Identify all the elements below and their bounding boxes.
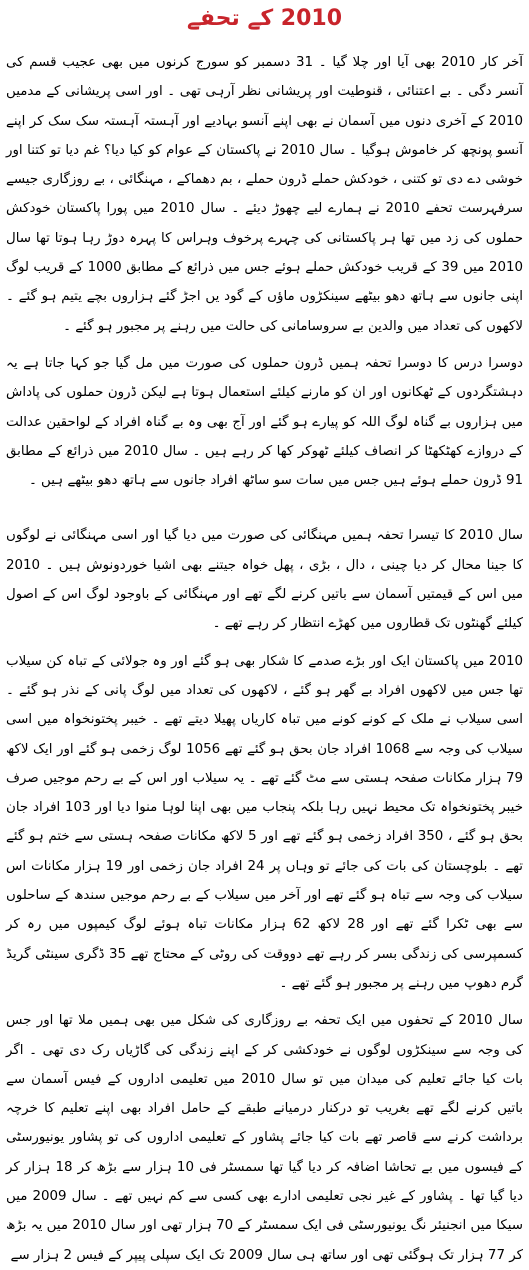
paragraph-spacer xyxy=(6,341,523,349)
paragraph-spacer xyxy=(6,998,523,1006)
paragraph-drone-attacks: دوسرا درس کا دوسرا تحفہ ہمیں ڈرون حملوں کی صورت میں مل گیا جو کہا جاتا ہے یہ دہشتگردوں کے ٹھکانوں اور ان کو مارنے کیلئے استعمال ہوتا ہے لیکن ڈرون حملوں کی پاداش میں ہزاروں بے گناہ لوگ اللہ کو پیارے ہو گئے اور آج بھی وہ بے گناہ افراد کے لواحقین عدالت کے دروازے کھٹکھٹا کر انصاف کیلئے ٹھوکر کھا کر رہے ہیں ۔ سال 2010 میں ذرائع کے مطابق 91 ڈرون حملے ہوئے ہیں جس میں سات سو ساٹھ افراد جانوں سے ہاتھ دھو بیٹھے ہیں ۔ xyxy=(6,355,523,489)
paragraph-inflation: سال 2010 کا تیسرا تحفہ ہمیں مہنگائی کی صورت میں دیا گیا اور اسی مہنگائی نے لوگوں کا جینا محال کر دیا چینی ، دال ، بڑی ، پھل خواہ جیتنے بھی اشیا خوردونوش ہیں ۔ 2010 میں اس کے قیمتیں آسمان سے باتیں کرنے لگے تھے اور مہنگائی کے باوجود لوگ اس کے اصول کیلئے گھنٹوں تک قطاروں میں کھڑے انتظار کر رہے تھے ۔ xyxy=(6,528,523,632)
paragraph-intro: آخر کار 2010 بھی آیا اور چلا گیا ۔ 31 دسمبر کو سورج کرنوں میں بھی عجیب قسم کی آنسر دگی ۔ بے اعتنائی ، قنوطیت اور پریشانی نظر آرہی تھی ۔ اور اسی پریشانی کے مدمیں 2010 کے آخری دنوں میں آسمان نے بھی اپنے آنسو بہادیے اور آہستہ آہستہ سک سک کر اپنے آنسو پونچھ کر خاموش ہوگیا ۔ سال 2010 نے پاکستان کے عوام کو کیا دیا؟ غم دیا تو کتنا اور خوشی دے دی تو کتنی ، خودکش حملے ڈرون حملے ، بم دھماکے ، مہنگائی ، بے روزگاری جیسے سرفہرست تحفے 2010 نے ہمارے لیے چھوڑ دیئے ۔ سال 2010 میں پورا پاکستان خودکش حملوں کی زد میں تھا ہر پاکستانی کی چہرے پرخوف وہراس کا پہرہ دوڑ رہا ہوتا تھا سال 2010 میں 39 کے قریب خودکش حملے ہوئے جس میں ذرائع کے مطابق 1000 کے قریب لوگ اپنی جانوں سے ہاتھ دھو بیٹھے سینکڑوں ماؤں کے گود یں اجڑ گئے ہزاروں بچے یتیم ہو گئے ۔ لاکھوں کی تعداد میں والدین بے سروسامانی کی حالت میں رہنے پر مجبور ہو گئے ۔ xyxy=(6,55,524,334)
paragraph-spacer xyxy=(6,639,523,647)
paragraph-floods: 2010 میں پاکستان ایک اور بڑے صدمے کا شکار بھی ہو گئے اور وہ جولائی کے تباہ کن سیلاب تھا جس میں لاکھوں افراد بے گھر ہو گئے ، لاکھوں کی تعداد میں لوگ پانی کے نذر ہو گئے ۔ اسی سیلاب نے ملک کے کونے کونے میں تباہ کاریاں پھیلا دیتے تھے ۔ خیبر پختونخواہ میں اسی سیلاب کی وجہ سے 1068 افراد جان بحق ہو گئے تھے 1056 لوگ زخمی ہو گئے اور ایک لاکھ 79 ہزار مکانات صفحہ ہستی سے مٹ گئے تھے ۔ یہ سیلاب اور اس کے بے رحم موجیں صرف خیبر پختونخواہ تک محیط نہیں رہا بلکہ پنجاب میں بھی اپنا لوہا منوا دیا اور 103 افراد جان بحق ہو گئے ، 350 افراد زخمی ہو گئے تھے اور 5 لاکھ مکانات صفحہ ہستی سے ختم ہو گئے تھے ۔ بلوچستان کی بات کی جائے تو وہاں پر 24 افراد جان زخمی اور 19 ہزار مکانات اس سیلاب کی وجہ سے تباہ ہو گئے تھے اور آخر میں سیلاب کے بے رحم موجیں سندھ کے ساحلوں سے بھی ٹکرا گئے تھے اور 28 لاکھ 62 ہزار مکانات تباہ ہوئے لوگ کیمپوں میں رہ کر کسمپرسی کی زندگی بسر کر رہے تھے دووقت کی روٹی کے محتاج تھے 35 ڈگری سینٹی گریڈ گرم دھوپ میں رہنے پر مجبور ہو گئے تھے ۔ xyxy=(6,653,523,991)
paragraph-unemployment-education: سال 2010 کے تحفوں میں ایک تحفہ بے روزگاری کی شکل میں بھی ہمیں ملا تھا اور جس کی وجہ سے سینکڑوں لوگوں نے خودکشی کر کے اپنے زندگی کی گاڑیاں رک دی تھی ۔ اگر بات کیا جائے تعلیم کی میدان میں تو سال 2010 میں تعلیمی اداروں کے فیس آسمان سے باتیں کرنے لگے تھے بغریب تو درکنار درمیانے طبقے کے حامل افراد بھی اپنے تعلیم کا خرچہ برداشت کرنے سے قاصر تھے بات کیا جائے پشاور کے تعلیمی اداروں کی تو پشاور یونیورسٹی کے فیسوں میں بے تحاشا اضافہ کر دیا گیا تھا سمسٹر فی 10 ہزار سے بڑھ کر 18 ہزار کر دیا گیا تھا ۔ پشاور کے غیر نجی تعلیمی ادارے بھی کسی سے کم نہیں تھے ۔ سال 2009 میں سیکا میں انجنیئر نگ یونیورسٹی فی ایک سمسٹر کے 70 ہزار تھی اور سال 2010 میں یہ بڑھ کر 77 ہزار تک ہوگئی تھی اور ساتھ ہی سال 2009 تک ایک سپلی پیپر کے فیس 2 ہزار سے xyxy=(6,1013,524,1263)
paragraph-spacer xyxy=(6,495,523,521)
article-page xyxy=(0,2,529,1263)
article-title: 2010 کے تحفے xyxy=(186,6,343,31)
